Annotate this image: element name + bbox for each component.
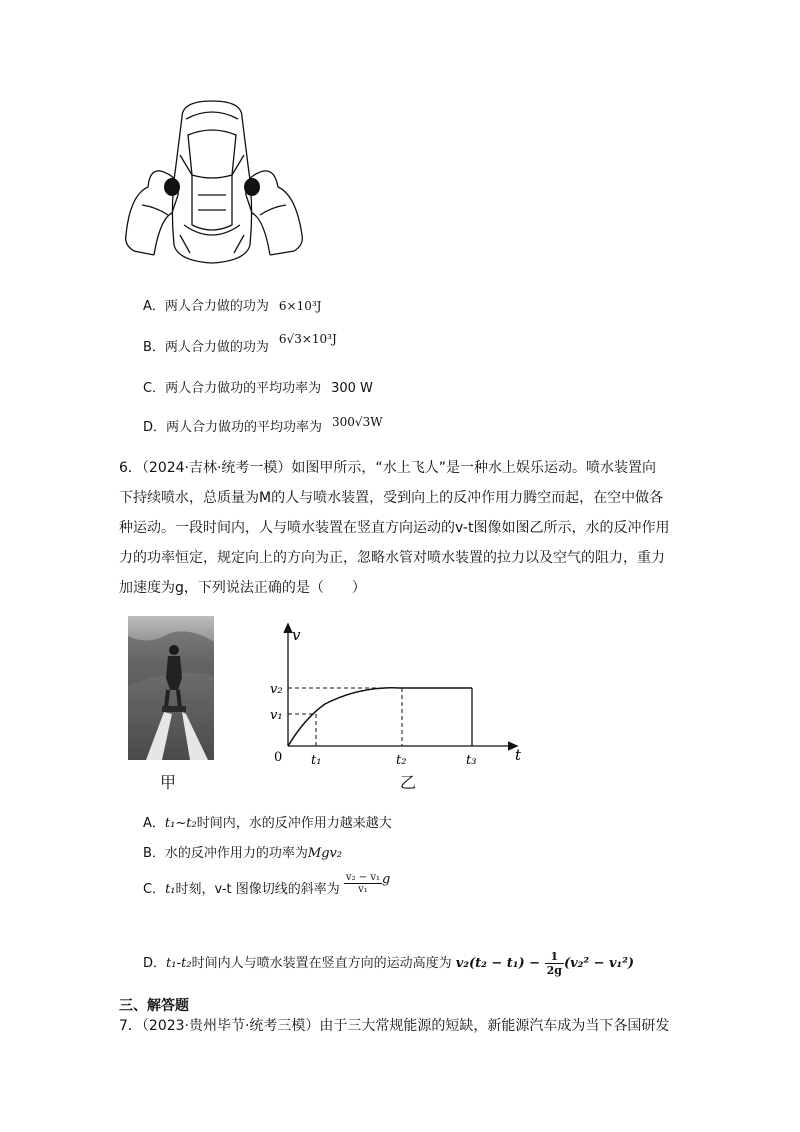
option-6b: B．水的反冲作用力的功率为Mgv₂ bbox=[143, 846, 343, 861]
axis-t-label: t bbox=[515, 746, 522, 764]
q6-line-5: 加速度为g，下列说法正确的是（ ） bbox=[119, 580, 366, 596]
q6-line-2: 下持续喷水，总质量为M的人与喷水装置，受到向上的反冲作用力腾空而起，在空中做各 bbox=[119, 490, 664, 506]
option-5c: C．两人合力做功的平均功率为 300 W bbox=[143, 381, 373, 396]
option-6c: C．t₁时刻，v-t 图像切线的斜率为 $\frac{\text{v₂ − v₁}}{\text{v₁}}$ g bbox=[143, 872, 391, 897]
option-6d: D．t₁-t₂时间内人与喷水装置在竖直方向的运动高度为 v₂(t₂ − t₁) − $\frac{1}{2g}$ (v₂² − v₁²) bbox=[143, 950, 635, 977]
water-flyer-photo bbox=[128, 616, 214, 760]
section-heading: 三、解答题 bbox=[119, 998, 189, 1014]
car-top-view-figure bbox=[120, 95, 310, 270]
vt-graph bbox=[265, 618, 525, 776]
q6-line-3: 种运动。一段时间内，人与喷水装置在竖直方向运动的v-t图像如图乙所示，水的反冲作用 bbox=[119, 520, 670, 536]
caption-jia: 甲 bbox=[160, 773, 177, 792]
option-6a: A．t₁~t₂时间内，水的反冲作用力越来越大 bbox=[143, 816, 392, 831]
caption-yi: 乙 bbox=[400, 773, 417, 792]
axis-v-label: v bbox=[292, 626, 301, 644]
q6-line-1: 6．（2024·吉林·统考一模）如图甲所示，“水上飞人”是一种水上娱乐运动。喷水装置向 bbox=[119, 460, 656, 476]
q6-line-4: 力的功率恒定，规定向上的方向为正，忽略水管对喷水装置的拉力以及空气的阻力，重力 bbox=[119, 550, 665, 566]
v1-label: v₁ bbox=[270, 708, 283, 723]
origin-label: 0 bbox=[274, 750, 283, 765]
option-5d: D．两人合力做功的平均功率为 300√3W bbox=[143, 415, 383, 435]
v2-label: v₂ bbox=[270, 682, 283, 697]
option-5b: B．两人合力做的功为6√3×10³J bbox=[143, 332, 337, 355]
t2-label: t₂ bbox=[396, 753, 407, 768]
t1-label: t₁ bbox=[311, 753, 322, 768]
q7-line-1: 7．（2023·贵州毕节·统考三模）由于三大常规能源的短缺，新能源汽车成为当下各国研发 bbox=[119, 1018, 670, 1034]
t3-label: t₃ bbox=[466, 753, 477, 768]
option-5a: A．两人合力做的功为 6×10³J bbox=[143, 299, 322, 314]
